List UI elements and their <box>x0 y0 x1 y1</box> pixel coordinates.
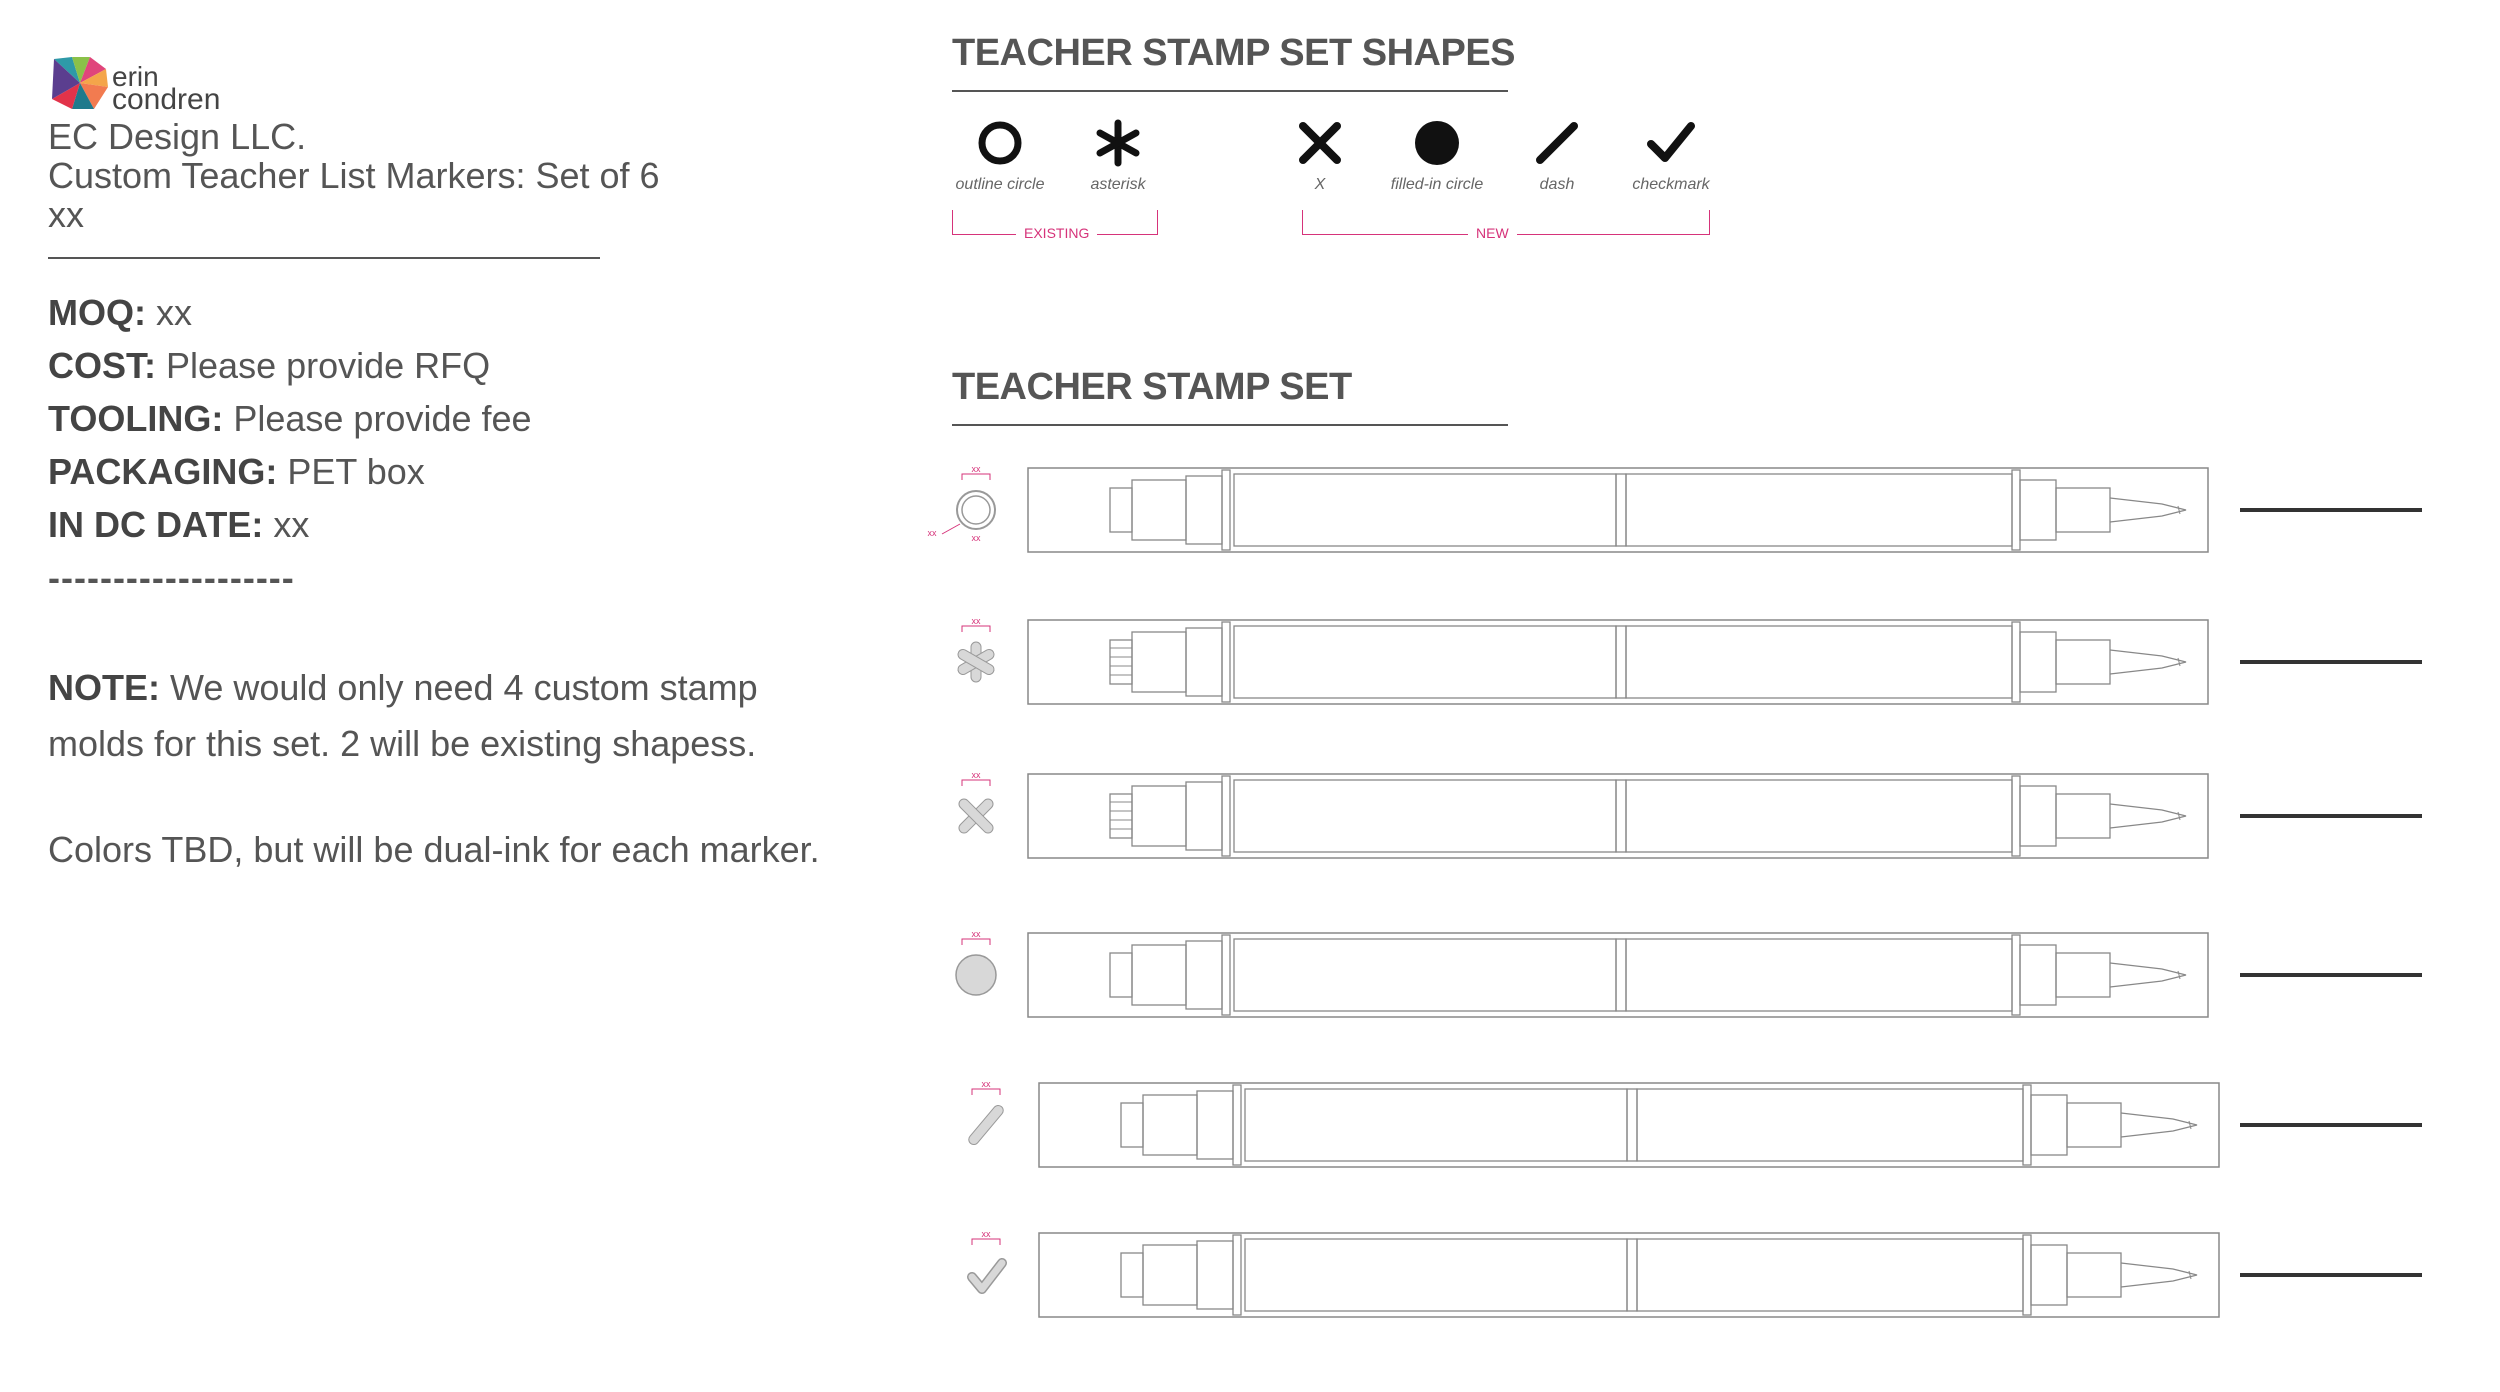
note-block <box>48 660 828 878</box>
product-title: Custom Teacher List Markers: Set of 6 <box>48 155 660 196</box>
spec-tooling: TOOLING: Please provide fee <box>48 398 532 439</box>
set-title-underline <box>952 424 1508 426</box>
marker-x <box>1028 774 2208 858</box>
logo-text-condren: condren <box>112 83 221 116</box>
shape-checkmark-icon <box>1645 118 1697 168</box>
existing-label: EXISTING <box>1016 225 1097 241</box>
dimension-label: xx <box>981 1229 991 1239</box>
spec-cost: COST: Please provide RFQ <box>48 345 491 386</box>
dimension-label: xx <box>971 464 981 474</box>
spec-moq: MOQ: xx <box>48 292 192 333</box>
note-line-1: NOTE: We would only need 4 custom stamp <box>48 667 758 708</box>
marker-outline-circle <box>1028 468 2208 552</box>
marker-dash <box>1039 1083 2219 1167</box>
note-colors: Colors TBD, but will be dual-ink for each marker. <box>48 829 820 870</box>
logo-text-erin: erin <box>112 61 159 92</box>
marker-checkmark <box>1039 1233 2219 1317</box>
marker-filled-circle <box>1028 933 2208 1017</box>
spec-list <box>48 286 532 604</box>
shape-dash-icon <box>1532 118 1582 168</box>
dimension-label: xx <box>981 1079 991 1089</box>
shapes-title-underline <box>952 90 1508 92</box>
note-line-2: molds for this set. 2 will be existing shapess. <box>48 723 757 764</box>
shape-outline-circle-icon <box>975 118 1025 168</box>
brand-logo <box>50 52 230 116</box>
set-section-title: TEACHER STAMP SET <box>952 366 1352 408</box>
shape-label-x: X <box>1314 176 1326 193</box>
tip-dash-icon <box>967 1079 1006 1147</box>
tip-outline-circle-icon <box>928 464 996 543</box>
tip-checkmark-icon <box>972 1229 1002 1289</box>
note-label: NOTE: <box>48 667 160 708</box>
shapes-section-title: TEACHER STAMP SET SHAPES <box>952 32 1516 74</box>
shape-filled-circle-icon <box>1412 118 1462 168</box>
shape-label-filled-circle: filled-in circle <box>1390 176 1484 193</box>
marker-asterisk <box>1028 620 2208 704</box>
company-name: EC Design LLC. <box>48 116 307 157</box>
dimension-label: xx <box>971 616 981 626</box>
marker-set-drawing <box>900 440 2460 1340</box>
pinwheel-logo-icon <box>50 55 110 111</box>
spec-in-dc-date: IN DC DATE: xx <box>48 504 310 545</box>
dimension-label: xx <box>971 770 981 780</box>
shape-x-icon <box>1295 118 1345 168</box>
shape-asterisk-icon <box>1093 118 1143 168</box>
dimension-label: xx <box>971 929 981 939</box>
spec-dashes: ------------------- <box>48 557 295 598</box>
shape-label-asterisk: asterisk <box>1090 176 1146 193</box>
tip-x-icon <box>957 770 995 835</box>
header-divider <box>48 257 600 259</box>
product-code: xx <box>48 194 84 235</box>
tip-filled-circle-icon <box>956 929 996 995</box>
shape-label-dash: dash <box>1539 176 1575 193</box>
dimension-label: xx <box>927 528 937 538</box>
tip-asterisk-icon <box>956 616 996 682</box>
shape-label-outline-circle: outline circle <box>955 176 1045 193</box>
spec-packaging: PACKAGING: PET box <box>48 451 425 492</box>
new-label: NEW <box>1468 225 1517 241</box>
dimension-label: xx <box>971 533 981 543</box>
shape-label-checkmark: checkmark <box>1632 176 1710 193</box>
